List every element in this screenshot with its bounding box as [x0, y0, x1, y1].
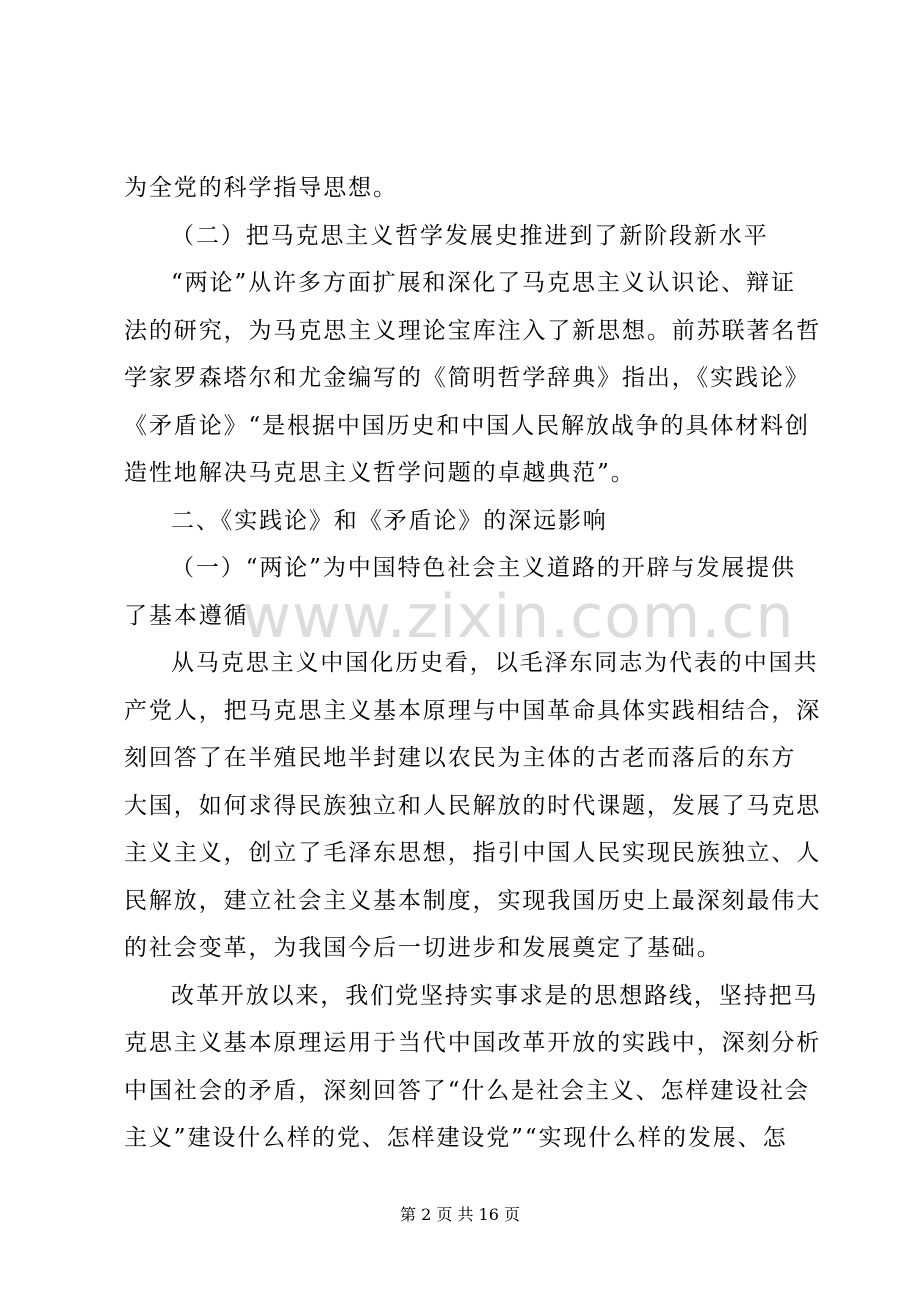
text-line: 了基本遵循: [124, 602, 249, 629]
text-line: 中国社会的矛盾，深刻回答了“什么是社会主义、怎样建设社会: [124, 1077, 810, 1104]
text-line: 民解放，建立社会主义基本制度，实现我国历史上最深刻最伟大: [124, 887, 822, 914]
document-body: [124, 165, 822, 1163]
text-line: 为全党的科学指导思想。: [124, 175, 398, 201]
text-line: 法的研究，为马克思主义理论宝库注入了新思想。前苏联著名哲: [124, 317, 822, 344]
text-line: 刻回答了在半殖民地半封建以农民为主体的古老而落后的东方: [124, 745, 797, 771]
text-line: 的社会变革，为我国今后一切进步和发展奠定了基础。: [124, 935, 722, 961]
text-line: 《矛盾论》“是根据中国历史和中国人民解放战争的具体材料创: [124, 412, 810, 439]
text-line: 克思主义基本原理运用于当代中国改革开放的实践中，深刻分析: [124, 1030, 822, 1056]
text-line: “两论”从许多方面扩展和深化了马克思主义认识论、辩证: [171, 270, 796, 296]
text-line: 主义”建设什么样的党、怎样建设党”“实现什么样的发展、怎: [124, 1125, 788, 1151]
text-line: 二、《实践论》和《矛盾论》的深远影响: [171, 507, 608, 534]
watermark: www.zixin.com.cn: [242, 582, 795, 652]
text-line: 产党人，把马克思主义基本原理与中国革命具体实践相结合，深: [124, 697, 822, 724]
text-line: 从马克思主义中国化历史看，以毛泽东同志为代表的中国共: [171, 650, 819, 676]
text-line: 造性地解决马克思主义哲学问题的卓越典范”。: [124, 460, 636, 486]
page-footer: 第 2 页 共 16 页: [400, 1205, 520, 1224]
text-line: （二）把马克思主义哲学发展史推进到了新阶段新水平: [171, 222, 769, 249]
text-line: （一）“两论”为中国特色社会主义道路的开辟与发展提供: [171, 555, 796, 581]
text-line: 大国，如何求得民族独立和人民解放的时代课题，发展了马克思: [124, 792, 822, 819]
text-line: 学家罗森塔尔和尤金编写的《简明哲学辞典》指出，《实践论》: [124, 365, 810, 391]
text-line: 主义主义，创立了毛泽东思想，指引中国人民实现民族独立、人: [124, 840, 822, 866]
text-line: 改革开放以来，我们党坚持实事求是的思想路线，坚持把马: [171, 982, 819, 1009]
